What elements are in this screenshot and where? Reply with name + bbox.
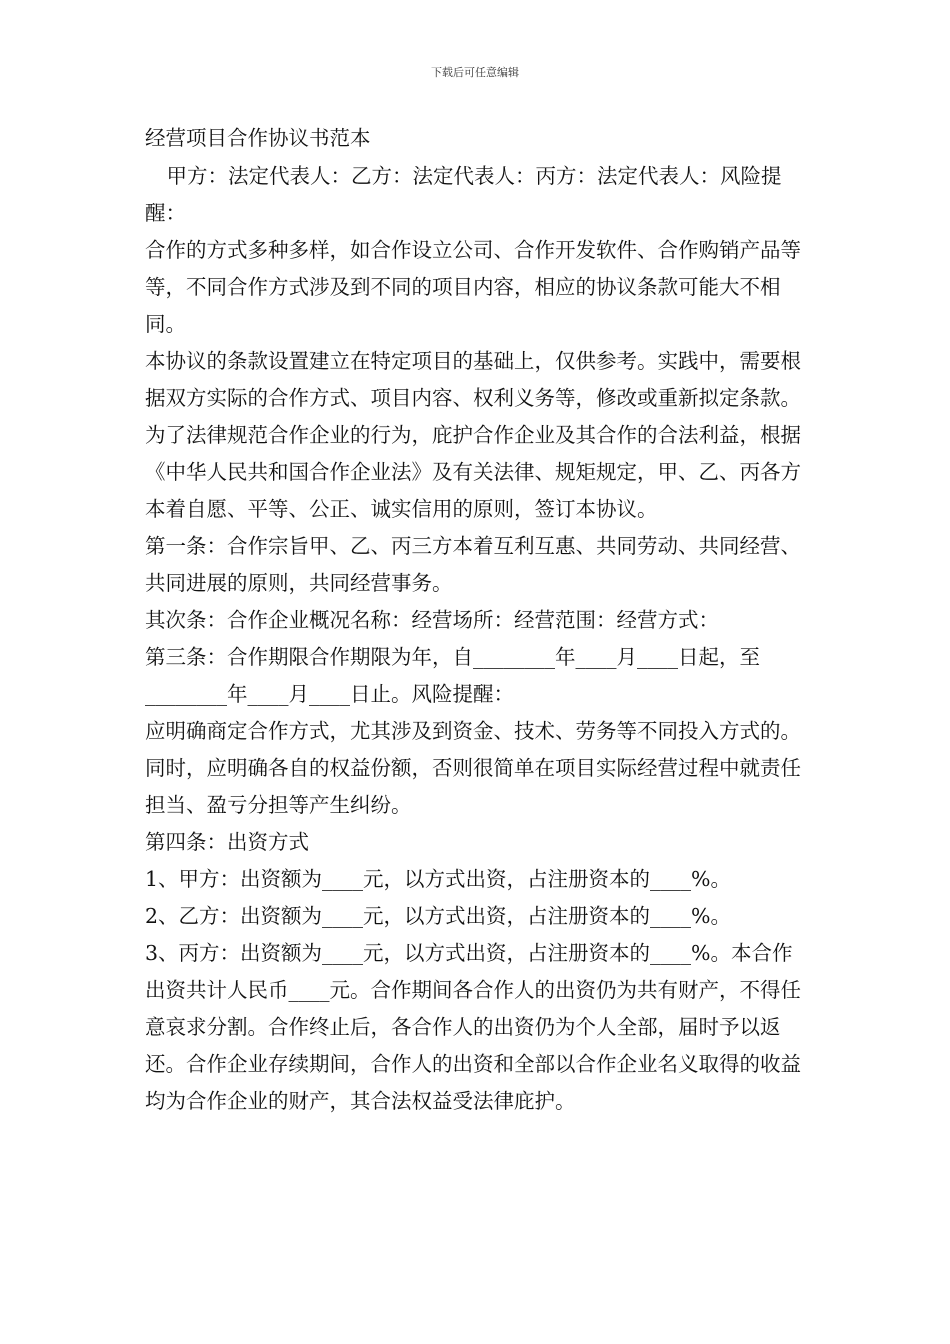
article-2: 其次条：合作企业概况名称：经营场所：经营范围：经营方式： [145,608,719,632]
article-1: 第一条：合作宗旨甲、乙、丙三方本着互利互惠、共同劳动、共同经营、共同进展的原则，共同经营事务。 [145,534,801,595]
article-3: 第三条：合作期限合作期限为年，自________年____月____日起，至________年____月____日止。风险提醒： [145,645,760,706]
paragraph: 本协议的条款设置建立在特定项目的基础上，仅供参考。实践中，需要根据双方实际的合作方式、项目内容、权利义务等，修改或重新拟定条款。 为了法律规范合作企业的行为，庇护合作企业及其合作的合法利益，根据《中华人民共和国合作企业法》及有关法律、规矩规定，甲、乙、丙各方本着自愿、平等、公正、诚实信用的原则，签订本协议。 [145,349,801,521]
paragraph: 合作的方式多种多样，如合作设立公司、合作开发软件、合作购销产品等等，不同合作方式涉及到不同的项目内容，相应的协议条款可能大不相同。 [145,238,801,336]
article-4: 第四条：出资方式 [145,830,309,854]
document-body [145,120,810,1120]
paragraph: 应明确商定合作方式，尤其涉及到资金、技术、劳务等不同投入方式的。同时，应明确各自的权益份额，否则很简单在项目实际经营过程中就责任担当、盈亏分担等产生纠纷。 [145,719,801,817]
parties-paragraph: 甲方：法定代表人：乙方：法定代表人：丙方：法定代表人：风险提醒： [145,164,782,225]
document-title: 经营项目合作协议书范本 [145,126,371,150]
list-item: 1、甲方：出资额为____元，以方式出资，占注册资本的____%。 [145,867,732,891]
list-item: 2、乙方：出资额为____元，以方式出资，占注册资本的____%。 [145,904,732,928]
page-header: 下载后可任意编辑 [431,66,519,79]
list-item: 3、丙方：出资额为____元，以方式出资，占注册资本的____%。本合作出资共计人民币____元。合作期间各合作人的出资仍为共有财产，不得任意哀求分割。合作终止后，各合作人的出资仍为个人全部，届时予以返还。合作企业存续期间，合作人的出资和全部以合作企业名义取得的收益均为合作企业的财产，其合法权益受法律庇护。 [145,941,801,1113]
